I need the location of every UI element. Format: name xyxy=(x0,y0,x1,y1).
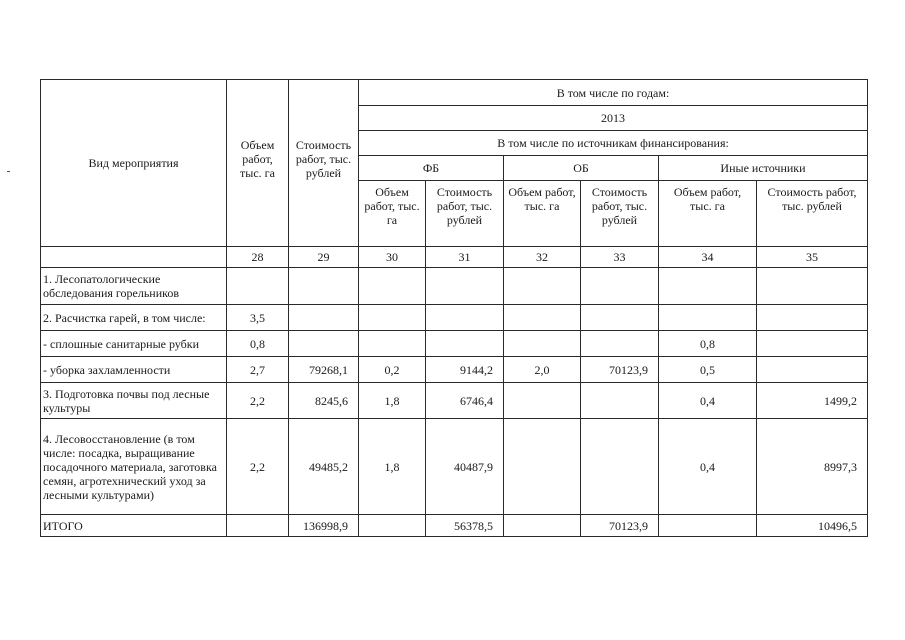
row-activity-name: 1. Лесопатологические обследования горельников xyxy=(41,268,227,305)
table-row xyxy=(41,419,868,515)
cell-ob-volume xyxy=(504,515,581,537)
cell-ob-cost xyxy=(581,268,659,305)
cell-ob-volume: 2,0 xyxy=(504,357,581,383)
header-by-years: В том числе по годам: xyxy=(359,80,868,106)
cell-fb-cost xyxy=(426,331,504,357)
row-activity-name: - уборка захламленности xyxy=(41,357,227,383)
table-row xyxy=(41,357,868,383)
header-activity-type: Вид мероприятия xyxy=(41,80,227,247)
header-other-volume: Объем работ, тыс. га xyxy=(659,181,757,247)
cell-other-volume xyxy=(659,305,757,331)
header-cost-total: Стоимость работ, тыс. рублей xyxy=(289,80,359,247)
table-row xyxy=(41,331,868,357)
column-number: 33 xyxy=(581,247,659,268)
column-number: 29 xyxy=(289,247,359,268)
cell-other-cost: 10496,5 xyxy=(757,515,868,537)
column-number-blank xyxy=(41,247,227,268)
column-number: 32 xyxy=(504,247,581,268)
column-number: 31 xyxy=(426,247,504,268)
cell-volume-total: 3,5 xyxy=(227,305,289,331)
cell-fb-volume xyxy=(359,331,426,357)
cell-other-cost: 1499,2 xyxy=(757,383,868,419)
cell-other-cost xyxy=(757,357,868,383)
header-fb-volume: Объем работ, тыс. га xyxy=(359,181,426,247)
cell-ob-cost xyxy=(581,331,659,357)
cell-ob-volume xyxy=(504,268,581,305)
header-source-other: Иные источники xyxy=(659,156,868,181)
cell-cost-total xyxy=(289,331,359,357)
cell-other-volume: 0,8 xyxy=(659,331,757,357)
cell-cost-total: 136998,9 xyxy=(289,515,359,537)
table-row xyxy=(41,268,868,305)
cell-cost-total: 79268,1 xyxy=(289,357,359,383)
row-activity-name: 3. Подготовка почвы под лесные культуры xyxy=(41,383,227,419)
cell-ob-cost xyxy=(581,383,659,419)
column-number: 35 xyxy=(757,247,868,268)
cell-ob-cost: 70123,9 xyxy=(581,357,659,383)
cell-other-cost xyxy=(757,331,868,357)
cell-volume-total: 2,2 xyxy=(227,419,289,515)
cell-ob-cost xyxy=(581,305,659,331)
table-row xyxy=(41,383,868,419)
total-row xyxy=(41,515,868,537)
cell-fb-volume xyxy=(359,515,426,537)
column-number: 34 xyxy=(659,247,757,268)
cell-fb-volume: 1,8 xyxy=(359,419,426,515)
cell-fb-volume: 1,8 xyxy=(359,383,426,419)
cell-cost-total xyxy=(289,268,359,305)
cell-fb-cost: 56378,5 xyxy=(426,515,504,537)
column-number-row xyxy=(41,247,868,268)
cell-ob-cost xyxy=(581,419,659,515)
header-by-sources: В том числе по источникам финансирования: xyxy=(359,131,868,156)
cell-fb-cost: 9144,2 xyxy=(426,357,504,383)
cell-other-cost: 8997,3 xyxy=(757,419,868,515)
row-activity-name: 4. Лесовосстановление (в том числе: посадка, выращивание посадочного материала, заготовка семян, агротехнический уход за лесными культурами) xyxy=(41,419,227,515)
column-number: 28 xyxy=(227,247,289,268)
cell-ob-volume xyxy=(504,331,581,357)
cell-fb-cost: 40487,9 xyxy=(426,419,504,515)
header-year: 2013 xyxy=(359,106,868,131)
column-number: 30 xyxy=(359,247,426,268)
cell-cost-total: 49485,2 xyxy=(289,419,359,515)
cell-fb-cost xyxy=(426,305,504,331)
cell-other-cost xyxy=(757,305,868,331)
cell-cost-total: 8245,6 xyxy=(289,383,359,419)
header-volume-total: Объем работ, тыс. га xyxy=(227,80,289,247)
cell-volume-total xyxy=(227,515,289,537)
cell-volume-total xyxy=(227,268,289,305)
cell-volume-total: 2,2 xyxy=(227,383,289,419)
cell-cost-total xyxy=(289,305,359,331)
cell-other-volume: 0,4 xyxy=(659,419,757,515)
cell-other-volume: 0,4 xyxy=(659,383,757,419)
cell-other-cost xyxy=(757,268,868,305)
header-source-ob: ОБ xyxy=(504,156,659,181)
cell-ob-volume xyxy=(504,305,581,331)
header-fb-cost: Стоимость работ, тыс. рублей xyxy=(426,181,504,247)
row-activity-name: - сплошные санитарные рубки xyxy=(41,331,227,357)
cell-volume-total: 0,8 xyxy=(227,331,289,357)
cell-other-volume xyxy=(659,515,757,537)
cell-fb-volume xyxy=(359,268,426,305)
cell-ob-cost: 70123,9 xyxy=(581,515,659,537)
cell-fb-volume: 0,2 xyxy=(359,357,426,383)
cell-ob-volume xyxy=(504,419,581,515)
cell-other-volume: 0,5 xyxy=(659,357,757,383)
cell-ob-volume xyxy=(504,383,581,419)
cell-fb-volume xyxy=(359,305,426,331)
row-activity-name: ИТОГО xyxy=(41,515,227,537)
cell-other-volume xyxy=(659,268,757,305)
financing-table xyxy=(40,79,868,537)
row-activity-name: 2. Расчистка гарей, в том числе: xyxy=(41,305,227,331)
cell-fb-cost xyxy=(426,268,504,305)
header-ob-volume: Объем работ, тыс. га xyxy=(504,181,581,247)
scan-speck xyxy=(7,171,10,172)
cell-fb-cost: 6746,4 xyxy=(426,383,504,419)
header-other-cost: Стоимость работ, тыс. рублей xyxy=(757,181,868,247)
cell-volume-total: 2,7 xyxy=(227,357,289,383)
table-row xyxy=(41,305,868,331)
header-ob-cost: Стоимость работ, тыс. рублей xyxy=(581,181,659,247)
header-source-fb: ФБ xyxy=(359,156,504,181)
